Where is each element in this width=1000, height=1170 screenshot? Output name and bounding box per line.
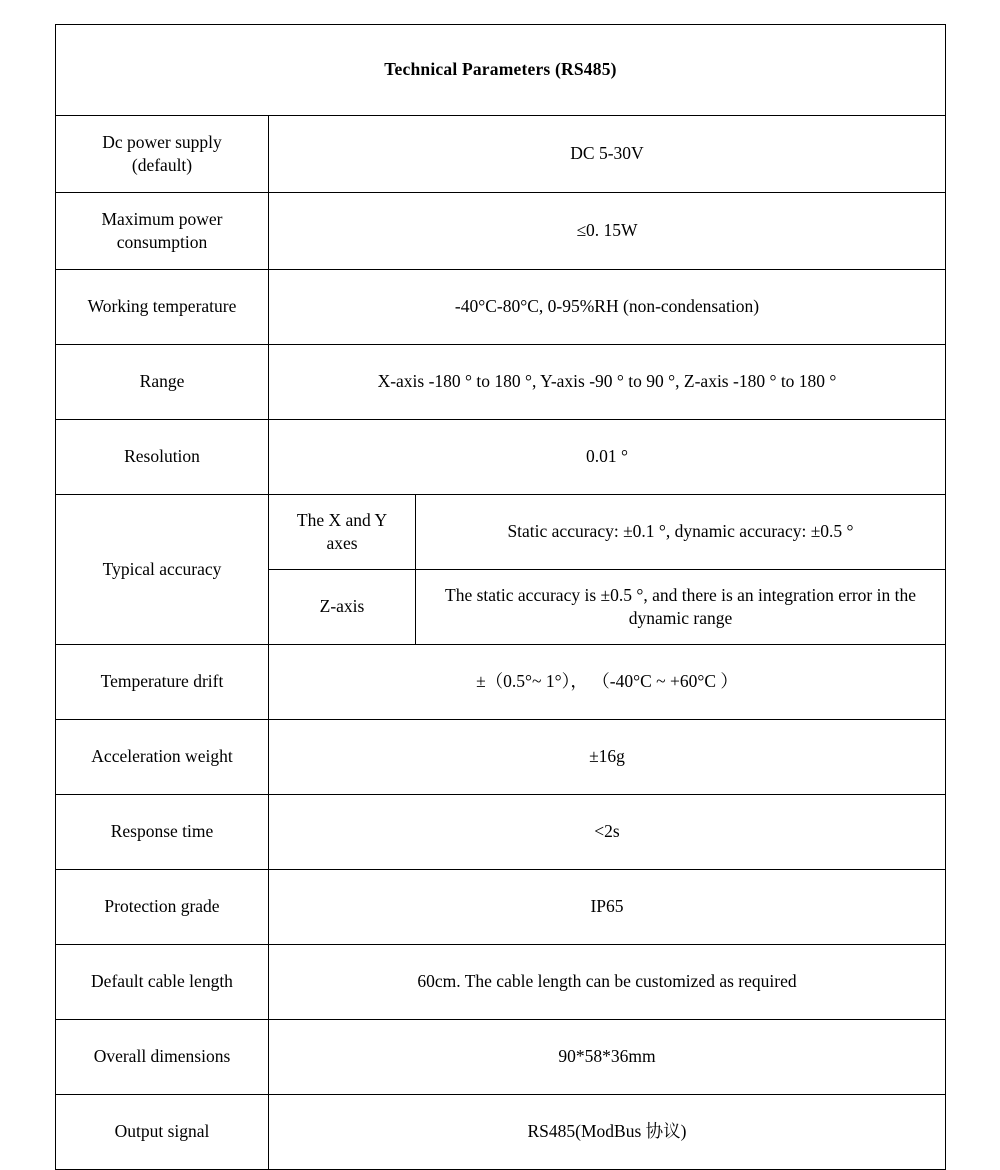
row-label-range: Range	[56, 345, 269, 420]
sub-row-label-xy-axes	[269, 495, 416, 570]
row-label-dc-power-supply	[56, 116, 269, 193]
table-row	[56, 193, 946, 270]
row-label-output-signal: Output signal	[56, 1095, 269, 1170]
label-line: Dc power supply	[102, 131, 222, 152]
row-label-temperature-drift: Temperature drift	[56, 645, 269, 720]
table-row	[56, 870, 946, 945]
label-line: axes	[326, 533, 358, 553]
table-row	[56, 270, 946, 345]
page-title: Technical Parameters (RS485)	[56, 25, 946, 116]
row-value-output-signal: RS485(ModBus 协议)	[269, 1095, 946, 1170]
sub-row-value-xy-axes: Static accuracy: ±0.1 °, dynamic accuracy: ±0.5 °	[416, 495, 946, 570]
table-row	[56, 1020, 946, 1095]
row-label-resolution: Resolution	[56, 420, 269, 495]
row-label-typical-accuracy: Typical accuracy	[56, 495, 269, 645]
row-label-working-temperature: Working temperature	[56, 270, 269, 345]
table-row	[56, 795, 946, 870]
table-row	[56, 720, 946, 795]
row-value-range: X-axis -180 ° to 180 °, Y-axis -90 ° to 90 °, Z-axis -180 ° to 180 °	[269, 345, 946, 420]
table-row	[56, 345, 946, 420]
row-label-response-time: Response time	[56, 795, 269, 870]
label-line: Maximum power	[101, 208, 223, 229]
row-value-response-time: <2s	[269, 795, 946, 870]
row-value-temperature-drift: ±（0.5°~ 1°）， （-40°C ~ +60°C ）	[269, 645, 946, 720]
table-row	[56, 420, 946, 495]
sub-row-label-z-axis: Z-axis	[269, 570, 416, 645]
label-line: consumption	[116, 232, 208, 252]
technical-parameters-table	[55, 24, 946, 1170]
row-label-protection-grade: Protection grade	[56, 870, 269, 945]
row-value-working-temperature: -40°C-80°C, 0-95%RH (non-condensation)	[269, 270, 946, 345]
row-value-resolution: 0.01 °	[269, 420, 946, 495]
table-row	[56, 945, 946, 1020]
row-label-acceleration-weight: Acceleration weight	[56, 720, 269, 795]
label-line: The X and Y	[296, 509, 388, 530]
label-line: (default)	[131, 155, 193, 175]
row-label-default-cable-length: Default cable length	[56, 945, 269, 1020]
table-row	[56, 645, 946, 720]
table-row	[56, 495, 946, 570]
row-value-overall-dimensions: 90*58*36mm	[269, 1020, 946, 1095]
sub-row-value-z-axis: The static accuracy is ±0.5 °, and there is an integration error in the dynamic range	[416, 570, 946, 645]
table-row	[56, 1095, 946, 1170]
row-value-dc-power-supply: DC 5-30V	[269, 116, 946, 193]
row-value-acceleration-weight: ±16g	[269, 720, 946, 795]
row-value-maximum-power-consumption: ≤0. 15W	[269, 193, 946, 270]
table-row	[56, 116, 946, 193]
row-label-overall-dimensions: Overall dimensions	[56, 1020, 269, 1095]
row-label-maximum-power-consumption	[56, 193, 269, 270]
table-title-row	[56, 25, 946, 116]
row-value-default-cable-length: 60cm. The cable length can be customized as required	[269, 945, 946, 1020]
row-value-protection-grade: IP65	[269, 870, 946, 945]
